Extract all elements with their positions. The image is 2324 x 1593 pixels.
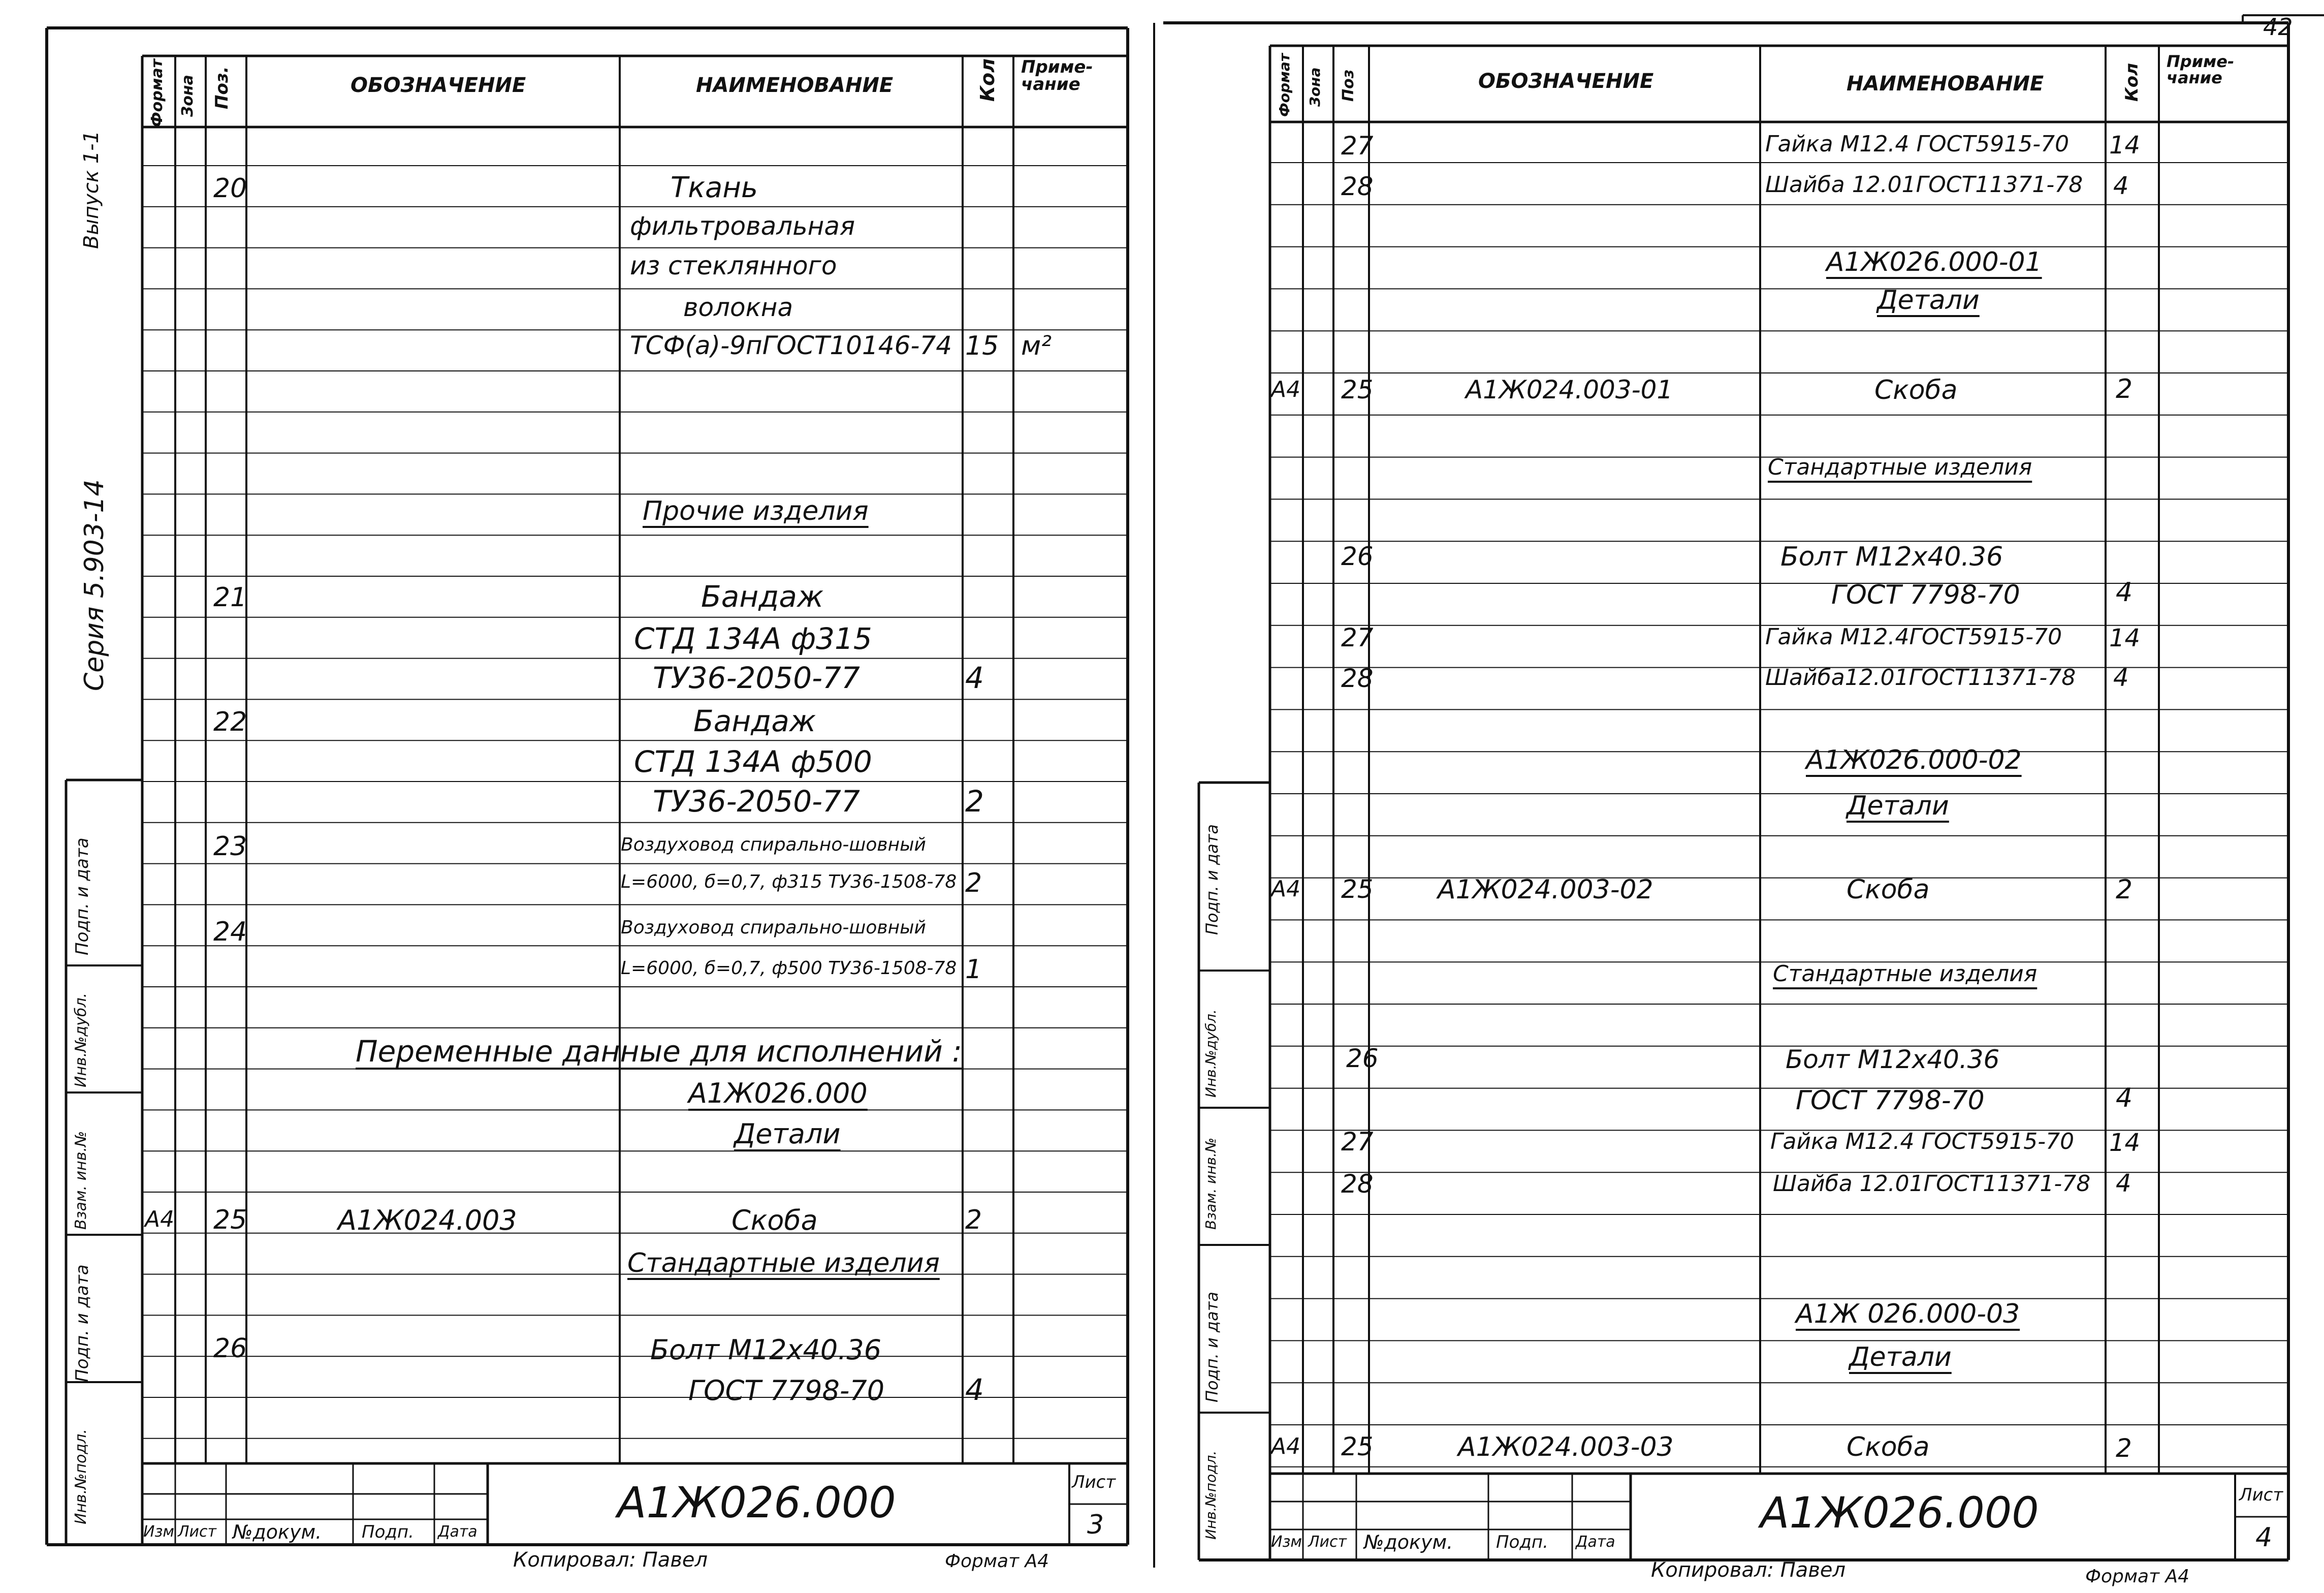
section-heading: Детали	[734, 1118, 841, 1150]
table-row-name: L=6000, б=0,7, ф500 ТУ36-1508-78	[621, 958, 957, 979]
table-row-note: м²	[1021, 331, 1052, 361]
table-row-qty: 15	[965, 331, 999, 361]
table-row-pos: 28	[1341, 172, 1374, 201]
table-row-designation: А1Ж024.003-01	[1466, 375, 1673, 404]
table-row-pos: 25	[1341, 375, 1374, 404]
table-row-pos: 20	[213, 173, 247, 204]
table-row-pos: 22	[213, 707, 247, 737]
table-row-qty: 4	[2116, 1083, 2133, 1113]
table-row-name: Болт М12х40.36	[1786, 1045, 2000, 1074]
table-row-name: ГОСТ 7798-70	[1831, 580, 2020, 610]
variable-data-heading: Переменные данные для исполнений :	[356, 1034, 962, 1069]
title-podp: Подп.	[1496, 1532, 1548, 1552]
table-row-pos: 21	[213, 582, 247, 613]
table-row-name: Гайка М12.4ГОСТ5915-70	[1765, 624, 2062, 650]
center-divider	[1153, 23, 1155, 1568]
table-row-qty: 2	[965, 784, 984, 819]
table-row-name: ТУ36-2050-77	[653, 784, 860, 819]
variant-code: А1Ж026.000-01	[1826, 247, 2042, 277]
margin-podp-data-2: Подп. и дата	[72, 1264, 92, 1382]
table-row-qty: 4	[2113, 664, 2129, 692]
table-row-pos: 23	[213, 831, 247, 862]
table-row-name: Шайба12.01ГОСТ11371-78	[1765, 665, 2076, 691]
header-oboznachenie: ОБОЗНАЧЕНИЕ	[351, 74, 526, 97]
table-row-name: Воздуховод спирально-шовный	[621, 917, 926, 938]
sheet-label: Лист	[2239, 1485, 2283, 1505]
table-row-pos: 28	[1341, 1169, 1374, 1199]
header-zona: Зона	[1307, 67, 1323, 107]
table-row-name: Скоба	[1874, 375, 1958, 405]
table-row-qty: 2	[2116, 1433, 2132, 1463]
title-n-dokum: №докум.	[1364, 1531, 1453, 1553]
table-row-name: СТД 134А ф500	[634, 744, 872, 779]
table-row-name: СТД 134А ф315	[634, 621, 872, 656]
margin-vzam-inv: Взам. инв.№	[1202, 1137, 1219, 1230]
seriya-label: Серия 5.903-14	[79, 479, 110, 691]
table-row-name: Скоба	[1847, 1432, 1930, 1462]
table-row-name: ГОСТ 7798-70	[1796, 1085, 1985, 1116]
title-izm: Изм	[1271, 1533, 1302, 1551]
table-row-name: Бандаж	[701, 579, 824, 614]
margin-podp-data-1: Подп. и дата	[72, 837, 92, 955]
table-row-name: Скоба	[731, 1204, 818, 1236]
table-row-name: Шайба 12.01ГОСТ11371-78	[1773, 1171, 2091, 1197]
section-heading: Стандартные изделия	[1768, 454, 2032, 480]
table-row-qty: 14	[2109, 624, 2141, 652]
table-row-pos: 24	[213, 917, 247, 947]
title-data: Дата	[1576, 1533, 1615, 1551]
table-row-pos: 27	[1341, 131, 1374, 161]
header-naimenovanie: НАИМЕНОВАНИЕ	[1847, 72, 2044, 96]
sheet-label: Лист	[1072, 1472, 1116, 1492]
margin-inv-podl: Инв.№подл.	[72, 1429, 90, 1524]
header-oboznachenie: ОБОЗНАЧЕНИЕ	[1478, 70, 1654, 93]
margin-vzam-inv: Взам. инв.№	[72, 1131, 90, 1230]
section-heading: Детали	[1849, 1342, 1952, 1372]
title-data: Дата	[438, 1523, 477, 1541]
table-row-pos: 25	[1341, 874, 1374, 904]
section-heading: Детали	[1877, 285, 1980, 316]
table-row-name: Воздуховод спирально-шовный	[621, 834, 926, 855]
table-row-pos: 25	[213, 1205, 247, 1235]
table-row-name: ТСФ(а)-9пГОСТ10146-74	[630, 331, 952, 360]
page-number: 42	[2263, 13, 2293, 41]
right-sheet	[1163, 0, 2324, 1593]
sheet-number: 3	[1087, 1510, 1104, 1540]
format-label: Формат А4	[945, 1551, 1049, 1572]
margin-inv-podl: Инв.№подл.	[1202, 1450, 1219, 1540]
variant-code: А1Ж026.000	[688, 1077, 868, 1109]
table-row-qty: 4	[965, 1372, 984, 1407]
header-poz: Поз.	[212, 66, 232, 109]
table-row-designation: А1Ж024.003	[338, 1204, 517, 1236]
format-label: Формат А4	[2085, 1566, 2190, 1587]
margin-podp-data-2: Подп. и дата	[1202, 1292, 1222, 1402]
table-row-name: Шайба 12.01ГОСТ11371-78	[1765, 172, 2083, 198]
table-row-pos: 28	[1341, 664, 1374, 693]
vypusk-label: Выпуск 1-1	[80, 130, 103, 249]
table-row-qty: 4	[2113, 172, 2129, 200]
title-n-dokum: №докум.	[233, 1521, 322, 1543]
margin-inv-dubl: Инв.№дубл.	[1202, 1009, 1219, 1098]
right-sheet-grid	[1163, 0, 2324, 1593]
header-primechanie: Приме- чание	[1021, 57, 1093, 95]
header-zona: Зона	[179, 75, 197, 117]
table-row-name: ТУ36-2050-77	[653, 661, 860, 695]
table-row-qty: 2	[965, 868, 982, 898]
table-row-name: Бандаж	[693, 704, 816, 738]
header-format: Формат	[1276, 53, 1293, 117]
copied-by: Копировал: Павел	[513, 1548, 708, 1572]
table-row-designation: А1Ж024.003-03	[1458, 1432, 1674, 1462]
section-heading: Стандартные изделия	[1773, 961, 2038, 987]
table-row-qty: 2	[2116, 374, 2133, 404]
sheet-number: 4	[2255, 1522, 2273, 1553]
table-row-qty: 14	[2109, 1129, 2141, 1157]
table-row-pos: 26	[1346, 1044, 1379, 1073]
table-row-format: А4	[1271, 876, 1301, 902]
header-format: Формат	[148, 59, 166, 127]
section-heading: Детали	[1847, 791, 1949, 821]
table-row-qty: 1	[965, 954, 982, 985]
title-podp: Подп.	[362, 1522, 414, 1542]
table-row-pos: 27	[1341, 623, 1374, 652]
section-heading: Стандартные изделия	[627, 1248, 940, 1278]
table-row-name: из стеклянного	[630, 251, 837, 280]
table-row-name: волокна	[683, 293, 793, 322]
table-row-name: Гайка М12.4 ГОСТ5915-70	[1770, 1129, 2075, 1154]
table-row-format: А4	[1271, 377, 1301, 402]
table-row-qty: 14	[2109, 131, 2141, 160]
table-row-name: фильтровальная	[630, 211, 855, 241]
table-row-pos: 25	[1341, 1432, 1374, 1461]
table-row-qty: 4	[2116, 577, 2133, 608]
copied-by: Копировал: Павел	[1651, 1558, 1846, 1582]
margin-inv-dubl: Инв.№дубл.	[72, 992, 90, 1087]
table-row-qty: 4	[965, 661, 984, 695]
doc-code: А1Ж026.000	[1760, 1488, 2039, 1538]
header-poz: Поз	[1340, 69, 1357, 102]
table-row-name: L=6000, б=0,7, ф315 ТУ36-1508-78	[621, 871, 957, 892]
table-row-name: Болт М12х40.36	[1780, 542, 2003, 572]
header-naimenovanie: НАИМЕНОВАНИЕ	[696, 74, 894, 97]
variant-code: А1Ж026.000-02	[1806, 745, 2022, 775]
table-row-name: ГОСТ 7798-70	[688, 1375, 885, 1407]
section-heading: Прочие изделия	[643, 496, 869, 526]
title-list: Лист	[178, 1523, 217, 1541]
doc-code: А1Ж026.000	[617, 1478, 896, 1527]
title-list: Лист	[1308, 1533, 1347, 1551]
table-row-name: Болт М12х40.36	[650, 1334, 882, 1366]
table-row-pos: 26	[1341, 542, 1374, 571]
header-kol: Кол	[976, 58, 999, 102]
table-row-pos: 27	[1341, 1127, 1374, 1157]
table-row-name: Скоба	[1847, 874, 1930, 905]
table-row-format: А4	[1271, 1433, 1301, 1459]
variant-code: А1Ж 026.000-03	[1796, 1299, 2020, 1329]
table-row-qty: 2	[965, 1205, 982, 1235]
header-primechanie: Приме- чание	[2167, 52, 2235, 87]
title-izm: Изм	[143, 1523, 175, 1541]
table-row-pos: 26	[213, 1333, 247, 1364]
table-row-qty: 2	[2116, 874, 2133, 905]
header-kol: Кол	[2122, 63, 2142, 102]
table-row-designation: А1Ж024.003-02	[1438, 874, 1653, 905]
table-row-name: Ткань	[671, 171, 758, 204]
table-row-qty: 4	[2116, 1169, 2131, 1198]
table-row-format: А4	[145, 1206, 175, 1232]
margin-podp-data-1: Подп. и дата	[1202, 824, 1222, 935]
table-row-name: Гайка М12.4 ГОСТ5915-70	[1765, 131, 2070, 157]
